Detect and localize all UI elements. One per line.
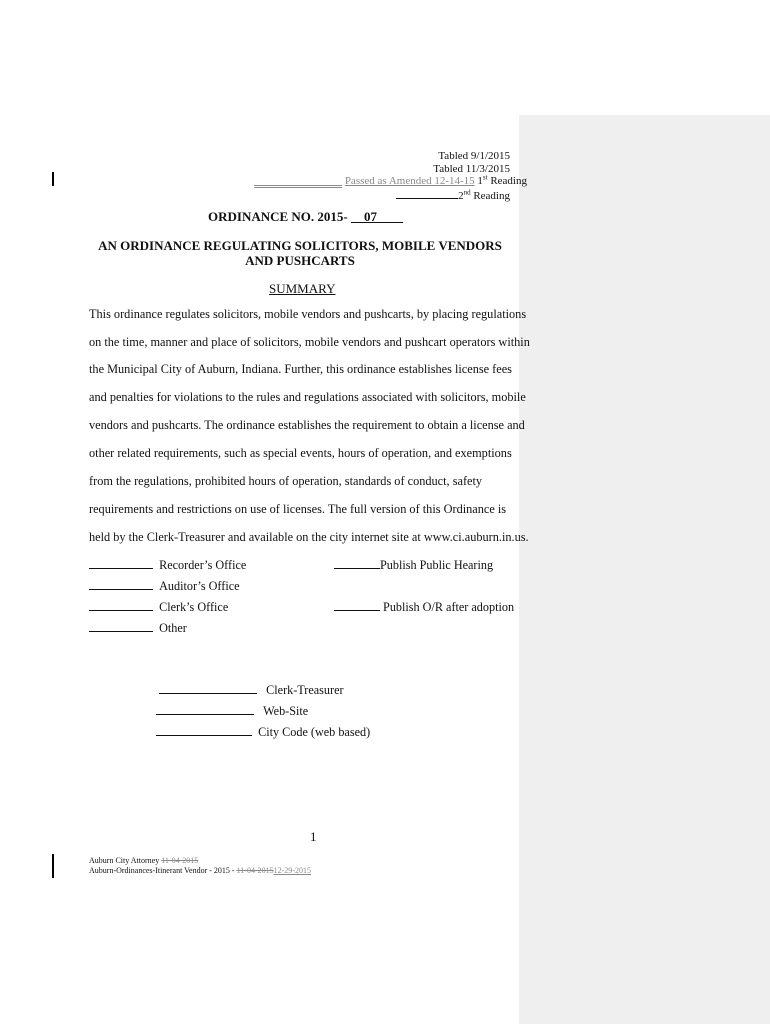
- comment-pane: [519, 115, 770, 1024]
- first-reading-ordinal: 1: [477, 175, 483, 187]
- distribution-label: Other: [159, 621, 187, 635]
- checkoff-blank: [89, 579, 153, 590]
- publish-label: Publish O/R after adoption: [383, 600, 515, 614]
- first-reading-sup: st: [482, 173, 488, 182]
- ordinance-number-prefix: ORDINANCE NO. 2015-: [208, 209, 351, 224]
- summary-label: SUMMARY: [269, 281, 336, 296]
- footer-inserted-date: 12-29-2015: [273, 866, 311, 875]
- second-reading-sup: nd: [463, 188, 471, 197]
- first-reading-line: [254, 175, 527, 187]
- summary-line: on the time, manner and place of solicitors, mobile vendors and pushcart operators within: [89, 335, 530, 349]
- checkoff-blank: [89, 558, 153, 569]
- inserted-blank: [254, 175, 342, 187]
- footer-attorney: Auburn City Attorney: [89, 856, 162, 865]
- publish-label: Publish Public Hearing: [380, 558, 494, 572]
- signature-blank: [159, 683, 257, 694]
- signature-blank: [156, 725, 252, 736]
- distribution-label: Recorder’s Office: [159, 558, 247, 572]
- summary-line: other related requirements, such as special events, hours of operation, and exemptions: [89, 446, 512, 460]
- ordinance-number-value: __07____: [351, 209, 403, 224]
- distribution-row: [89, 579, 240, 594]
- summary-line: held by the Clerk-Treasurer and available on the city internet site at www.ci.auburn.in.us.: [89, 530, 529, 544]
- summary-line: vendors and pushcarts. The ordinance establishes the requirement to obtain a license and: [89, 418, 525, 432]
- change-bar: [52, 172, 54, 186]
- summary-line: This ordinance regulates solicitors, mobile vendors and pushcarts, by placing regulations: [89, 307, 527, 321]
- footer-line-2: [89, 866, 311, 875]
- signature-blank: [156, 704, 254, 715]
- change-bar: [52, 854, 54, 878]
- summary-line: the Municipal City of Auburn, Indiana. Further, this ordinance establishes license fees: [89, 362, 512, 376]
- signoff-label: City Code (web based): [258, 725, 371, 739]
- distribution-label: Clerk’s Office: [159, 600, 229, 614]
- tabled-date-2: Tabled 11/3/2015: [433, 163, 510, 175]
- publish-row: [334, 600, 514, 615]
- signoff-label: Clerk-Treasurer: [266, 683, 344, 697]
- footer-filename: Auburn-Ordinances-Itinerant Vendor - 2015 -: [89, 866, 237, 875]
- distribution-label: Auditor’s Office: [159, 579, 240, 593]
- footer-line-1: [89, 856, 198, 865]
- signoff-label: Web-Site: [263, 704, 309, 718]
- distribution-row: [89, 558, 246, 573]
- passed-amended-text: Passed as Amended 12-14-15: [344, 175, 475, 187]
- checkoff-blank: [334, 600, 380, 611]
- summary-line: from the regulations, prohibited hours of operation, standards of conduct, safety: [89, 474, 483, 488]
- checkoff-blank: [89, 600, 153, 611]
- page-number: 1: [310, 829, 317, 844]
- publish-row: [334, 558, 493, 573]
- distribution-row: [89, 621, 187, 636]
- second-reading-word: Reading: [473, 190, 510, 202]
- summary-line: and penalties for violations to the rules and regulations associated with solicitors, mobile: [89, 390, 526, 404]
- ordinance-heading: AN ORDINANCE REGULATING SOLICITORS, MOBILE VENDORS AND PUSHCARTS: [98, 238, 502, 268]
- ordinance-number: [208, 209, 403, 225]
- tabled-date-1: Tabled 9/1/2015: [438, 150, 510, 162]
- signoff-row: [159, 683, 344, 698]
- signoff-row: [156, 704, 308, 719]
- footer-deleted-date: 11-04-2015: [161, 856, 199, 865]
- distribution-row: [89, 600, 228, 615]
- signoff-row: [156, 725, 370, 740]
- second-reading-line: [396, 188, 510, 202]
- signature-blank: [396, 188, 458, 199]
- first-reading-word: Reading: [490, 175, 527, 187]
- summary-line: requirements and restrictions on use of licenses. The full version of this Ordinance is: [89, 502, 507, 516]
- checkoff-blank: [334, 558, 380, 569]
- footer-deleted-date: 11-04-2015: [236, 866, 274, 875]
- checkoff-blank: [89, 621, 153, 632]
- second-reading-ordinal: 2: [458, 190, 464, 202]
